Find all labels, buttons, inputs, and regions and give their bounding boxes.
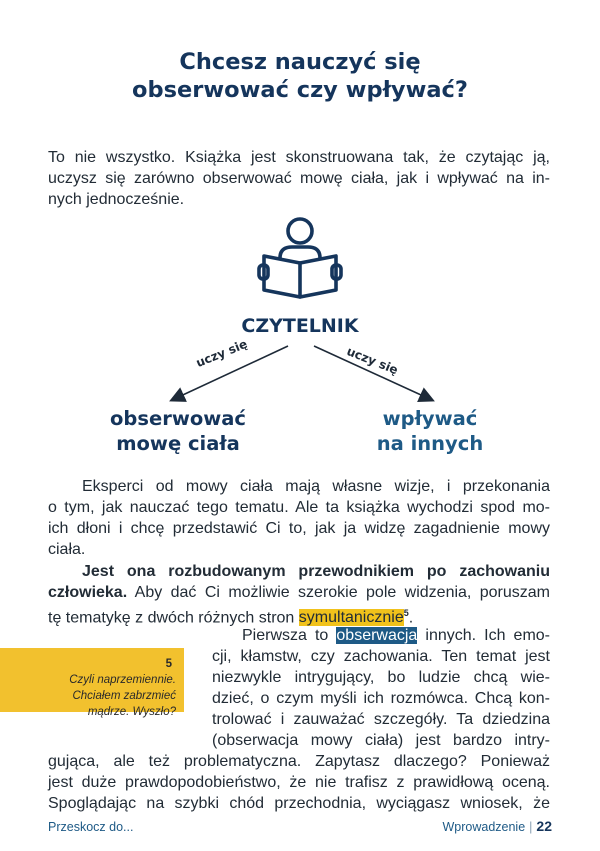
guide-line-2-rest: Aby dać Ci możliwie szerokie pole widzenia, poruszam bbox=[127, 584, 550, 601]
experts-line-3: ich dłoni i chcę przedstawić Ci to, jak ja widzę zagadnienie mowy bbox=[48, 520, 550, 537]
observation-line-1 bbox=[48, 625, 550, 646]
influence-target-line-1: wpływać bbox=[382, 407, 478, 430]
page-number: 22 bbox=[536, 818, 552, 834]
observation-line-4: dzieć, o czym myśli ich rozmówca. Chcą kon- bbox=[212, 690, 550, 707]
left-arrow-label: uczy się bbox=[194, 336, 250, 370]
footnote-number: 5 bbox=[165, 658, 172, 670]
footnote-line-3: mądrze. Wyszło? bbox=[87, 706, 176, 718]
reader-with-book-icon bbox=[256, 214, 344, 300]
page-footer bbox=[442, 818, 552, 834]
experts-line-2: o tym, jak nauczać tego tematu. Ale ta książka wychodzi spod mo- bbox=[48, 499, 550, 516]
guide-paragraph bbox=[48, 561, 550, 628]
influence-target-line-2: na innych bbox=[376, 432, 484, 455]
observe-target-line-2: mowę ciała bbox=[116, 432, 240, 455]
observation-line-7: gująca, ale też problematyczna. Zapytasz dlaczego? Ponieważ bbox=[48, 753, 550, 770]
footnote-line-2: Chciałem zabrzmieć bbox=[72, 690, 176, 702]
intro-line-3: nych jednocześnie. bbox=[48, 191, 185, 208]
experts-line-4: ciała. bbox=[48, 541, 86, 558]
right-arrow-label: uczy się bbox=[344, 344, 401, 378]
observation-line-9: Spoglądając na szybki chód przechodnia, wyciągasz wniosek, że bbox=[48, 795, 550, 812]
title-line-2: obserwować czy wpływać? bbox=[132, 77, 468, 103]
observation-line-5: trolować i zauważać szczegóły. Ta dziedzina bbox=[212, 711, 550, 728]
guide-line-2-bold: człowieka. bbox=[48, 584, 128, 601]
highlight-symultanicznie: symultanicznie bbox=[298, 609, 404, 627]
footnote-reference[interactable]: 5 bbox=[403, 608, 409, 618]
section-name: Wprowadzenie bbox=[442, 820, 526, 834]
observation-line-1-pre: Pierwsza to bbox=[242, 627, 337, 644]
skip-to-link[interactable]: Przeskocz do... bbox=[48, 820, 134, 834]
influence-target bbox=[350, 406, 510, 456]
observe-target-line-1: obserwować bbox=[110, 407, 246, 430]
observation-line-1-post: innych. Ich emo- bbox=[417, 627, 551, 644]
reader-label: CZYTELNIK bbox=[241, 315, 359, 337]
guide-line-2 bbox=[48, 582, 550, 603]
observation-line-8: jest duże prawdopodobieństwo, że nie trafisz z prawidłową oceną. bbox=[48, 774, 550, 791]
highlight-obserwacja: obserwacja bbox=[336, 627, 418, 644]
intro-paragraph bbox=[48, 147, 550, 210]
experts-line-1: Eksperci od mowy ciała mają własne wizje, i przekonania bbox=[82, 478, 550, 495]
title-line-1: Chcesz nauczyć się bbox=[179, 49, 421, 75]
guide-line-3-post: . bbox=[408, 609, 414, 627]
footer-separator: | bbox=[529, 820, 533, 834]
experts-paragraph bbox=[48, 476, 550, 560]
intro-line-1: To nie wszystko. Książka jest skonstruowana tak, że czytając ją, bbox=[48, 149, 550, 166]
guide-line-1: Jest ona rozbudowanym przewodnikiem po zachowaniu bbox=[82, 563, 550, 580]
observation-line-6: (obserwacja mowy ciała) jest bardzo intry- bbox=[212, 732, 550, 749]
footnote-line-1-text: Czyli naprzemiennie. bbox=[69, 674, 176, 686]
guide-line-3-pre: tę tematykę z dwóch różnych stron bbox=[48, 609, 299, 627]
intro-line-2: uczysz się zarówno obserwować mowę ciała, jak i wpływać na in- bbox=[48, 170, 550, 187]
observe-target bbox=[88, 406, 268, 456]
observation-paragraph bbox=[48, 625, 550, 814]
observation-line-3: niezwykle intrygujący, bo ludzie chcą wie- bbox=[212, 669, 550, 686]
observation-line-2: cji, kłamstw, czy zachowania. Ten temat jest bbox=[212, 648, 550, 665]
page-title bbox=[0, 48, 600, 104]
